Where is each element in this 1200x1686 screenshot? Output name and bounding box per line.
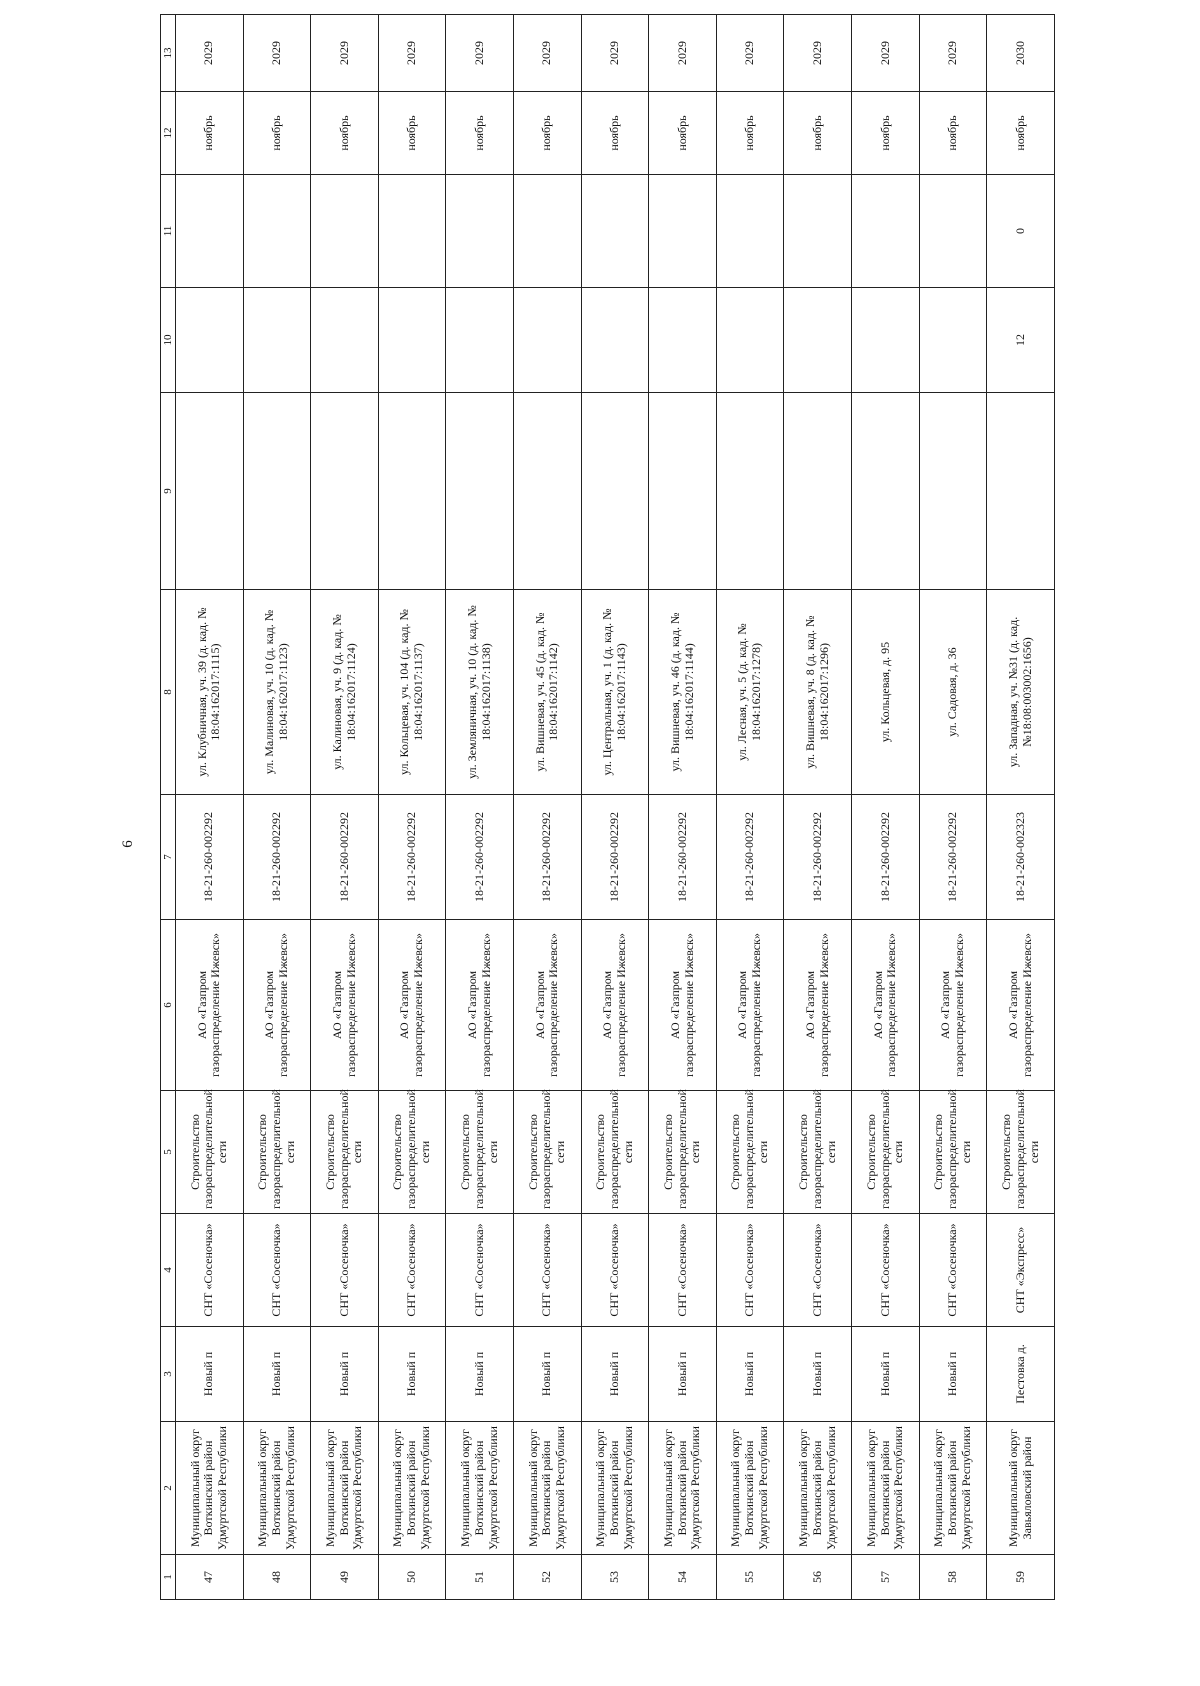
table-cell-snt: СНТ «Сосеночка» bbox=[581, 1214, 649, 1327]
table-cell-work: Строительство газораспределительной сети bbox=[378, 1091, 446, 1214]
table-cell-n: 56 bbox=[784, 1555, 852, 1600]
table-cell-n: 57 bbox=[852, 1555, 920, 1600]
table-cell-snt: СНТ «Сосеночка» bbox=[446, 1214, 514, 1327]
table-cell-snt: СНТ «Экспресс» bbox=[987, 1214, 1055, 1327]
table-cell-year: 2029 bbox=[852, 15, 920, 92]
table-cell-work: Строительство газораспределительной сети bbox=[919, 1091, 987, 1214]
table-cell-work: Строительство газораспределительной сети bbox=[784, 1091, 852, 1214]
table-cell-c11 bbox=[852, 175, 920, 288]
table-cell-address: ул. Центральная, уч. 1 (д. кад. № 18:04:162017:1143) bbox=[581, 590, 649, 795]
table-cell-org: АО «Газпром газораспределение Ижевск» bbox=[987, 920, 1055, 1091]
table-cell-code: 18-21-260-002292 bbox=[852, 795, 920, 920]
table-cell-district: Муниципальный округ Воткинский район Удмуртской Республики bbox=[378, 1422, 446, 1555]
table-cell-work: Строительство газораспределительной сети bbox=[446, 1091, 514, 1214]
table-cell-month: ноябрь bbox=[446, 92, 514, 175]
table-cell-c9 bbox=[581, 393, 649, 590]
table-cell-n: 54 bbox=[649, 1555, 717, 1600]
table-cell-c11 bbox=[784, 175, 852, 288]
table-cell-c10 bbox=[852, 288, 920, 393]
table-cell-n: 47 bbox=[176, 1555, 244, 1600]
table-cell-code: 18-21-260-002292 bbox=[311, 795, 379, 920]
table-cell-address: ул. Малиновая, уч. 10 (д. кад. № 18:04:162017:1123) bbox=[243, 590, 311, 795]
table-row bbox=[987, 15, 1055, 1600]
table-cell-code: 18-21-260-002292 bbox=[716, 795, 784, 920]
table-cell-locality: Пестовка д. bbox=[987, 1327, 1055, 1422]
table-cell-year: 2029 bbox=[243, 15, 311, 92]
table-cell-month: ноябрь bbox=[987, 92, 1055, 175]
table-cell-c10 bbox=[378, 288, 446, 393]
table-cell-snt: СНТ «Сосеночка» bbox=[514, 1214, 582, 1327]
table-cell-c9 bbox=[716, 393, 784, 590]
table-row bbox=[581, 15, 649, 1600]
table-cell-snt: СНТ «Сосеночка» bbox=[852, 1214, 920, 1327]
table-cell-address: ул. Калиновая, уч. 9 (д. кад. № 18:04:162017:1124) bbox=[311, 590, 379, 795]
table-cell-c10 bbox=[446, 288, 514, 393]
table-cell-n: 58 bbox=[919, 1555, 987, 1600]
table-cell-n: 59 bbox=[987, 1555, 1055, 1600]
table-cell-c10 bbox=[649, 288, 717, 393]
table-cell-n: 50 bbox=[378, 1555, 446, 1600]
column-header: 10 bbox=[161, 288, 176, 393]
table-cell-district: Муниципальный округ Воткинский район Удмуртской Республики bbox=[514, 1422, 582, 1555]
column-header: 4 bbox=[161, 1214, 176, 1327]
table-cell-district: Муниципальный округ Завьяловский район bbox=[987, 1422, 1055, 1555]
table-cell-snt: СНТ «Сосеночка» bbox=[243, 1214, 311, 1327]
table-cell-locality: Новый п bbox=[784, 1327, 852, 1422]
table-cell-work: Строительство газораспределительной сети bbox=[649, 1091, 717, 1214]
column-header: 1 bbox=[161, 1555, 176, 1600]
table-cell-district: Муниципальный округ Воткинский район Удмуртской Республики bbox=[784, 1422, 852, 1555]
table-cell-c11 bbox=[514, 175, 582, 288]
table-cell-org: АО «Газпром газораспределение Ижевск» bbox=[581, 920, 649, 1091]
column-header: 12 bbox=[161, 92, 176, 175]
table-cell-c11 bbox=[716, 175, 784, 288]
table-row bbox=[919, 15, 987, 1600]
table-row bbox=[378, 15, 446, 1600]
table-cell-locality: Новый п bbox=[852, 1327, 920, 1422]
table-row bbox=[243, 15, 311, 1600]
table-cell-district: Муниципальный округ Воткинский район Удмуртской Республики bbox=[852, 1422, 920, 1555]
table-cell-locality: Новый п bbox=[716, 1327, 784, 1422]
table-cell-c10 bbox=[311, 288, 379, 393]
table-row bbox=[514, 15, 582, 1600]
table-cell-locality: Новый п bbox=[378, 1327, 446, 1422]
table-cell-c11 bbox=[446, 175, 514, 288]
column-header: 5 bbox=[161, 1091, 176, 1214]
table-cell-code: 18-21-260-002292 bbox=[581, 795, 649, 920]
table-cell-org: АО «Газпром газораспределение Ижевск» bbox=[378, 920, 446, 1091]
table-cell-address: ул. Лесная, уч. 5 (д. кад. № 18:04:162017:1278) bbox=[716, 590, 784, 795]
table-cell-year: 2029 bbox=[446, 15, 514, 92]
table-cell-c9 bbox=[919, 393, 987, 590]
table-cell-snt: СНТ «Сосеночка» bbox=[716, 1214, 784, 1327]
table-cell-year: 2029 bbox=[716, 15, 784, 92]
table-row bbox=[784, 15, 852, 1600]
table-cell-district: Муниципальный округ Воткинский район Удмуртской Республики bbox=[716, 1422, 784, 1555]
table-cell-month: ноябрь bbox=[378, 92, 446, 175]
table-cell-n: 48 bbox=[243, 1555, 311, 1600]
table-cell-c11 bbox=[243, 175, 311, 288]
rotated-table-container bbox=[160, 41, 1055, 1600]
column-header: 3 bbox=[161, 1327, 176, 1422]
table-cell-c11 bbox=[176, 175, 244, 288]
table-cell-org: АО «Газпром газораспределение Ижевск» bbox=[243, 920, 311, 1091]
column-header: 11 bbox=[161, 175, 176, 288]
page-number: 6 bbox=[120, 840, 136, 848]
column-header: 7 bbox=[161, 795, 176, 920]
table-row bbox=[716, 15, 784, 1600]
table-cell-org: АО «Газпром газораспределение Ижевск» bbox=[784, 920, 852, 1091]
table-cell-address: ул. Кольцевая, д. 95 bbox=[852, 590, 920, 795]
table-cell-n: 52 bbox=[514, 1555, 582, 1600]
table-cell-year: 2029 bbox=[514, 15, 582, 92]
table-cell-n: 49 bbox=[311, 1555, 379, 1600]
table-cell-month: ноябрь bbox=[581, 92, 649, 175]
table-cell-c10 bbox=[919, 288, 987, 393]
table-cell-locality: Новый п bbox=[176, 1327, 244, 1422]
column-header: 8 bbox=[161, 590, 176, 795]
table-cell-year: 2029 bbox=[176, 15, 244, 92]
table-cell-code: 18-21-260-002292 bbox=[649, 795, 717, 920]
table-cell-n: 51 bbox=[446, 1555, 514, 1600]
table-cell-year: 2029 bbox=[311, 15, 379, 92]
table-cell-c9 bbox=[852, 393, 920, 590]
table-cell-work: Строительство газораспределительной сети bbox=[176, 1091, 244, 1214]
table-cell-month: ноябрь bbox=[243, 92, 311, 175]
table-cell-org: АО «Газпром газораспределение Ижевск» bbox=[176, 920, 244, 1091]
table-cell-c10 bbox=[514, 288, 582, 393]
column-header: 6 bbox=[161, 920, 176, 1091]
table-cell-code: 18-21-260-002292 bbox=[446, 795, 514, 920]
table-cell-code: 18-21-260-002292 bbox=[514, 795, 582, 920]
table-cell-work: Строительство газораспределительной сети bbox=[581, 1091, 649, 1214]
table-row bbox=[649, 15, 717, 1600]
table-cell-district: Муниципальный округ Воткинский район Удмуртской Республики bbox=[176, 1422, 244, 1555]
table-cell-c9 bbox=[784, 393, 852, 590]
table-cell-locality: Новый п bbox=[581, 1327, 649, 1422]
table-cell-c10 bbox=[581, 288, 649, 393]
table-cell-code: 18-21-260-002323 bbox=[987, 795, 1055, 920]
table-cell-locality: Новый п bbox=[919, 1327, 987, 1422]
data-table bbox=[160, 14, 1055, 1600]
table-body bbox=[176, 15, 1055, 1600]
table-cell-address: ул. Вишневая, уч. 45 (д. кад. № 18:04:162017:1142) bbox=[514, 590, 582, 795]
table-cell-c9 bbox=[176, 393, 244, 590]
table-cell-c11 bbox=[649, 175, 717, 288]
table-cell-work: Строительство газораспределительной сети bbox=[852, 1091, 920, 1214]
table-cell-district: Муниципальный округ Воткинский район Удмуртской Республики bbox=[919, 1422, 987, 1555]
table-cell-org: АО «Газпром газораспределение Ижевск» bbox=[716, 920, 784, 1091]
table-cell-n: 55 bbox=[716, 1555, 784, 1600]
table-cell-c9 bbox=[446, 393, 514, 590]
table-cell-org: АО «Газпром газораспределение Ижевск» bbox=[514, 920, 582, 1091]
table-cell-address: ул. Садовая, д. 36 bbox=[919, 590, 987, 795]
table-cell-month: ноябрь bbox=[784, 92, 852, 175]
table-cell-org: АО «Газпром газораспределение Ижевск» bbox=[919, 920, 987, 1091]
table-cell-month: ноябрь bbox=[514, 92, 582, 175]
table-cell-code: 18-21-260-002292 bbox=[176, 795, 244, 920]
table-cell-work: Строительство газораспределительной сети bbox=[716, 1091, 784, 1214]
table-cell-month: ноябрь bbox=[716, 92, 784, 175]
table-row bbox=[852, 15, 920, 1600]
table-cell-year: 2029 bbox=[784, 15, 852, 92]
table-cell-address: ул. Вишневая, уч. 46 (д. кад. № 18:04:162017:1144) bbox=[649, 590, 717, 795]
table-cell-month: ноябрь bbox=[852, 92, 920, 175]
table-cell-c11 bbox=[919, 175, 987, 288]
table-cell-c10: 12 bbox=[987, 288, 1055, 393]
column-header: 13 bbox=[161, 15, 176, 92]
table-cell-c10 bbox=[716, 288, 784, 393]
table-cell-c10 bbox=[176, 288, 244, 393]
table-cell-locality: Новый п bbox=[243, 1327, 311, 1422]
column-header: 2 bbox=[161, 1422, 176, 1555]
table-cell-month: ноябрь bbox=[176, 92, 244, 175]
table-cell-c9 bbox=[514, 393, 582, 590]
table-cell-code: 18-21-260-002292 bbox=[784, 795, 852, 920]
table-row bbox=[311, 15, 379, 1600]
table-cell-year: 2029 bbox=[378, 15, 446, 92]
table-cell-district: Муниципальный округ Воткинский район Удмуртской Республики bbox=[446, 1422, 514, 1555]
table-cell-district: Муниципальный округ Воткинский район Удмуртской Республики bbox=[311, 1422, 379, 1555]
table-cell-c11 bbox=[581, 175, 649, 288]
table-cell-month: ноябрь bbox=[311, 92, 379, 175]
table-cell-org: АО «Газпром газораспределение Ижевск» bbox=[311, 920, 379, 1091]
table-cell-snt: СНТ «Сосеночка» bbox=[176, 1214, 244, 1327]
table-cell-code: 18-21-260-002292 bbox=[919, 795, 987, 920]
table-cell-year: 2029 bbox=[649, 15, 717, 92]
table-cell-address: ул. Кольцевая, уч. 104 (д. кад. № 18:04:162017:1137) bbox=[378, 590, 446, 795]
table-cell-c11 bbox=[378, 175, 446, 288]
table-cell-n: 53 bbox=[581, 1555, 649, 1600]
table-cell-org: АО «Газпром газораспределение Ижевск» bbox=[852, 920, 920, 1091]
table-cell-district: Муниципальный округ Воткинский район Удмуртской Республики bbox=[649, 1422, 717, 1555]
table-cell-c11 bbox=[311, 175, 379, 288]
table-cell-month: ноябрь bbox=[649, 92, 717, 175]
table-row bbox=[176, 15, 244, 1600]
table-cell-locality: Новый п bbox=[311, 1327, 379, 1422]
table-cell-snt: СНТ «Сосеночка» bbox=[378, 1214, 446, 1327]
table-cell-code: 18-21-260-002292 bbox=[378, 795, 446, 920]
table-cell-code: 18-21-260-002292 bbox=[243, 795, 311, 920]
table-cell-c9 bbox=[378, 393, 446, 590]
table-cell-district: Муниципальный округ Воткинский район Удмуртской Республики bbox=[581, 1422, 649, 1555]
table-cell-work: Строительство газораспределительной сети bbox=[311, 1091, 379, 1214]
table-cell-work: Строительство газораспределительной сети bbox=[514, 1091, 582, 1214]
table-cell-org: АО «Газпром газораспределение Ижевск» bbox=[446, 920, 514, 1091]
table-cell-c9 bbox=[649, 393, 717, 590]
table-cell-locality: Новый п bbox=[446, 1327, 514, 1422]
column-header: 9 bbox=[161, 393, 176, 590]
table-cell-year: 2029 bbox=[581, 15, 649, 92]
table-row bbox=[446, 15, 514, 1600]
table-cell-c9 bbox=[311, 393, 379, 590]
table-cell-c11: 0 bbox=[987, 175, 1055, 288]
table-cell-c10 bbox=[784, 288, 852, 393]
table-cell-month: ноябрь bbox=[919, 92, 987, 175]
table-cell-snt: СНТ «Сосеночка» bbox=[649, 1214, 717, 1327]
table-cell-snt: СНТ «Сосеночка» bbox=[784, 1214, 852, 1327]
table-cell-snt: СНТ «Сосеночка» bbox=[311, 1214, 379, 1327]
table-cell-work: Строительство газораспределительной сети bbox=[243, 1091, 311, 1214]
table-cell-c10 bbox=[243, 288, 311, 393]
table-cell-locality: Новый п bbox=[514, 1327, 582, 1422]
table-cell-work: Строительство газораспределительной сети bbox=[987, 1091, 1055, 1214]
table-cell-snt: СНТ «Сосеночка» bbox=[919, 1214, 987, 1327]
table-cell-locality: Новый п bbox=[649, 1327, 717, 1422]
table-cell-org: АО «Газпром газораспределение Ижевск» bbox=[649, 920, 717, 1091]
table-cell-address: ул. Западная, уч. №31 (д. кад. №18:08:003002:1656) bbox=[987, 590, 1055, 795]
table-cell-c9 bbox=[243, 393, 311, 590]
table-cell-address: ул. Вишневая, уч. 8 (д. кад. № 18:04:162017:1296) bbox=[784, 590, 852, 795]
column-number-row bbox=[161, 15, 176, 1600]
table-cell-year: 2030 bbox=[987, 15, 1055, 92]
table-cell-year: 2029 bbox=[919, 15, 987, 92]
table-cell-address: ул. Земляничная, уч. 10 (д. кад. № 18:04:162017:1138) bbox=[446, 590, 514, 795]
table-cell-c9 bbox=[987, 393, 1055, 590]
table-cell-district: Муниципальный округ Воткинский район Удмуртской Республики bbox=[243, 1422, 311, 1555]
table-cell-address: ул. Клубничная, уч. 39 (д. кад. № 18:04:162017:1115) bbox=[176, 590, 244, 795]
